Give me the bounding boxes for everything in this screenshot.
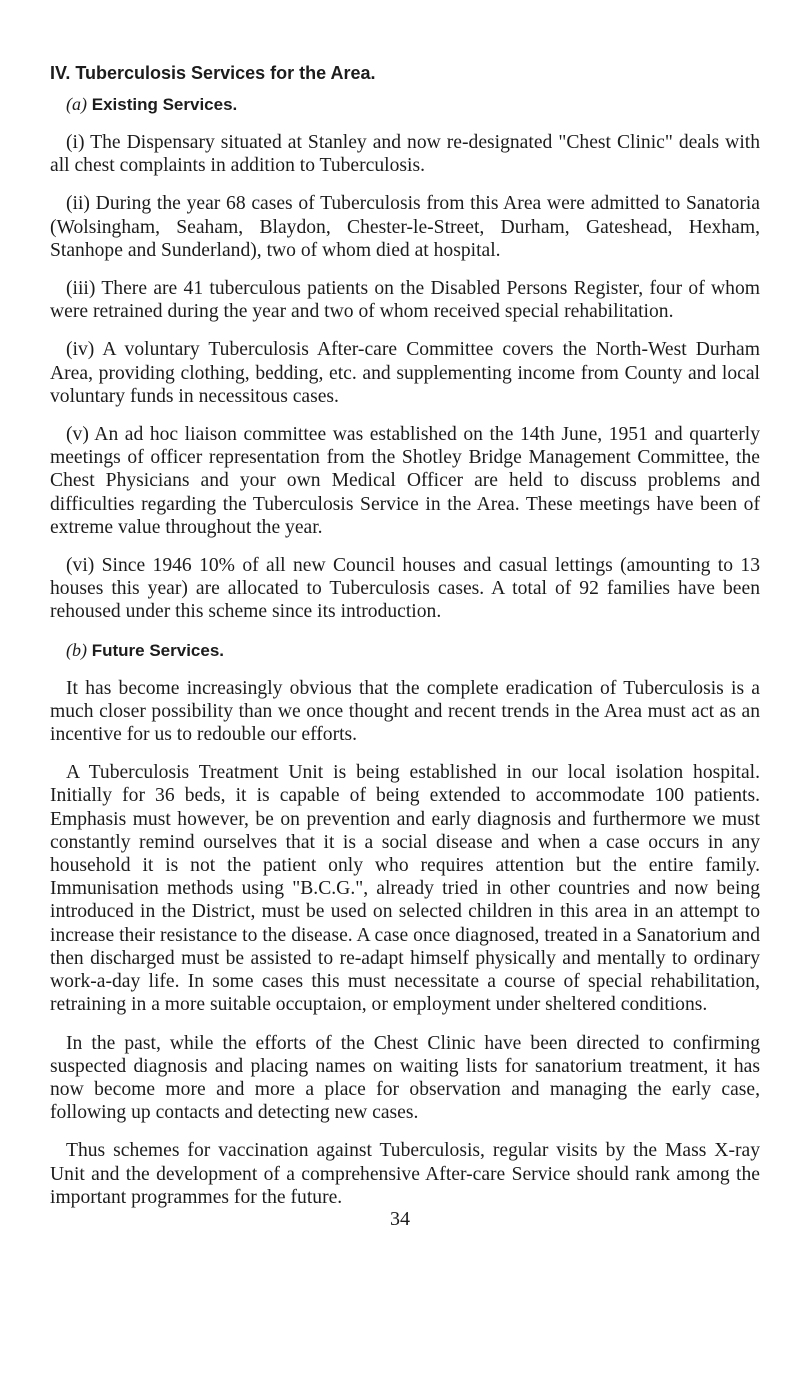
paragraph-liaison-committee: (v) An ad hoc liaison committee was established on the 14th June, 1951 and quarterly meetings of officer representation from the Shotley Bridge Management Committee, the Chest Physicians and your own Medical Officer are held to discuss problems and difficulties regarding the Tuberculosis Service in the Area. These meetings have been of extreme value throughout the year. [50, 424, 760, 538]
paragraph-treatment-unit: A Tuberculosis Treatment Unit is being established in our local isolation hospital. Initially for 36 beds, it is capable of being extended to accommodate 100 patients. Emphasis must however, be on prevention and early diagnosis and furthermore we must constantly remind ourselves that it is a social disease and when a case occurs in any household it is not the patient only who requires attention but the entire family. Immunisation methods using "B.C.G.", already tried in other countries and now being introduced in the District, must be used on selected children in this area in an attempt to increase their resistance to the disease. A case once diagnosed, treated in a Sanatorium and then discharged must be assisted to re-adapt himself physically and mentally to ordinary work-a-day life. In some cases this must necessitate a course of special rehabilitation, retraining in a more suitable occuptaion, or employment under sheltered conditions. [50, 762, 760, 1016]
paragraph-aftercare-committee: (iv) A voluntary Tuberculosis After-care Committee covers the North-West Durham Area, providing clothing, bedding, etc. and supplementing income from County and local voluntary funds in necessitous cases. [50, 339, 760, 407]
paragraph-eradication: It has become increasingly obvious that the complete eradication of Tuberculosis is a much closer possibility than we once thought and recent trends in the Area must act as an incentive for us to redouble our efforts. [50, 677, 760, 746]
paragraph-dispensary: (i) The Dispensary situated at Stanley and now re-designated "Chest Clinic" deals with all chest complaints in addition to Tuberculosis. [50, 132, 760, 177]
section-heading: IV. Tuberculosis Services for the Area. [50, 63, 376, 83]
future-services-title: Future Services. [91, 640, 225, 660]
document-page [50, 62, 760, 1209]
existing-services-title: Existing Services. [91, 95, 238, 114]
page-number: 34 [390, 1208, 410, 1230]
paragraph-housing: (vi) Since 1946 10% of all new Council houses and casual lettings (amounting to 13 houses this year) are allocated to Tuberculosis cases. A total of 92 families have been rehoused under this scheme since its introduction. [50, 555, 760, 623]
future-services-letter: (b) [66, 639, 87, 660]
paragraph-chest-clinic-role: In the past, while the efforts of the Chest Clinic have been directed to confirming suspected diagnosis and placing names on waiting lists for sanatorium treatment, it has now become more and more a place for observation and managing the early case, following up contacts and detecting new cases. [50, 1032, 760, 1124]
existing-services-letter: (a) [66, 94, 87, 114]
existing-services-heading [66, 93, 760, 116]
future-services-heading [66, 639, 760, 662]
paragraph-future-programmes: Thus schemes for vaccination against Tuberculosis, regular visits by the Mass X-ray Unit and the development of a comprehensive After-care Service should rank among the important programmes for the future. [50, 1140, 760, 1208]
paragraph-disabled-register: (iii) There are 41 tuberculous patients on the Disabled Persons Register, four of whom were retrained during the year and two of whom received special rehabilitation. [50, 278, 760, 323]
paragraph-sanatoria-admissions: (ii) During the year 68 cases of Tuberculosis from this Area were admitted to Sanatoria (Wolsingham, Seaham, Blaydon, Chester-le-Street, Durham, Gateshead, Hexham, Stanhope and Sunderland), two of whom died at hospital. [50, 193, 760, 261]
